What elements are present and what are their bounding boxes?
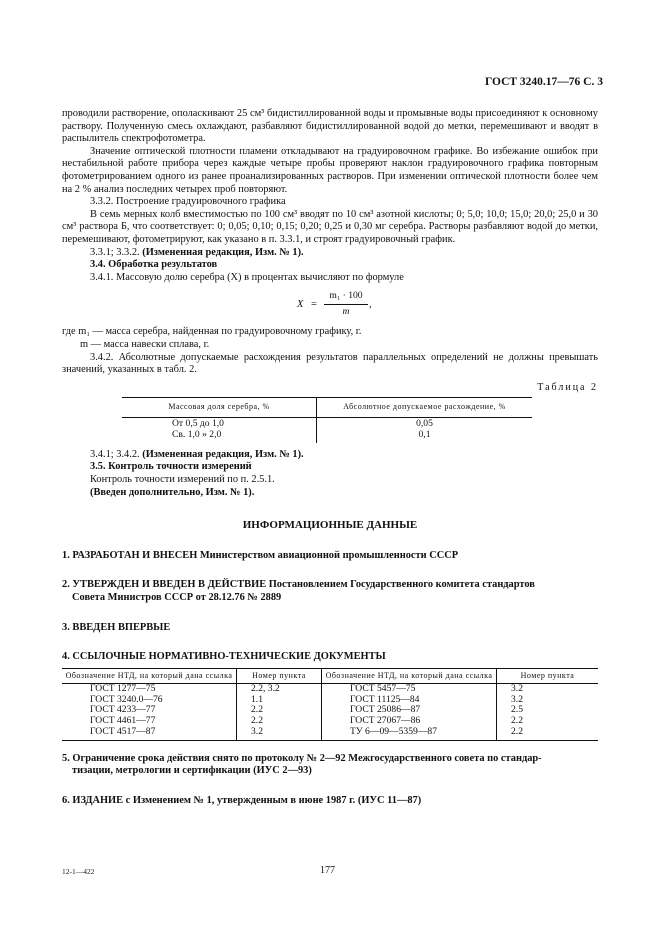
- info-item-5-line-2: тизации, метрологии и сертификации (ИУС 2—93): [72, 765, 312, 777]
- table-cell: ГОСТ 4517—87: [62, 727, 237, 740]
- paragraph-3-4-1: 3.4.1. Массовую долю серебра (X) в процентах вычисляют по формуле: [90, 271, 404, 283]
- table-row: [62, 727, 598, 740]
- table-cell: ГОСТ 1277—75: [90, 682, 156, 694]
- table-cell: 3.2: [497, 695, 599, 706]
- page-header: ГОСТ 3240.17—76 С. 3: [484, 76, 603, 88]
- table-cell: 2.2: [497, 727, 599, 740]
- amendment-note-2-text: (Измененная редакция, Изм. № 1).: [142, 448, 304, 460]
- info-item-4: 4. ССЫЛОЧНЫЕ НОРМАТИВНО-ТЕХНИЧЕСКИЕ ДОКУМЕНТЫ: [62, 651, 386, 663]
- table-cell: 0,1: [317, 429, 533, 443]
- formula-fraction: [324, 290, 368, 318]
- table-cell: От 0,5 до 1,0: [172, 417, 224, 429]
- table-cell: ГОСТ 25086—87: [322, 705, 497, 716]
- table-cell: 2.2: [237, 716, 322, 727]
- section-3-3-2-title: 3.3.2. Построение градуировочного графика: [90, 196, 286, 208]
- table-row: [122, 429, 532, 443]
- section-3-4-title: 3.4. Обработка результатов: [90, 259, 218, 271]
- paragraph-dissolution: проводили растворение, ополаскивают 25 см³ бидистиллированной воды и промывные воды присоединяют к основному раствору. Полученную смесь охлаждают, разбавляют бидистиллированной водой до метки, перемешивают и вводят в распылитель спектрофотометра.: [62, 108, 598, 145]
- table-cell: ГОСТ 27067—86: [322, 716, 497, 727]
- section-3-5-title: 3.5. Контроль точности измерений: [90, 461, 252, 473]
- docs-header-designation-2: Обозначение НТД, на который дана ссылка: [322, 668, 497, 683]
- table-2-header-tolerance: Абсолютное допускаемое расхождение, %: [317, 398, 533, 418]
- where-m: m — масса навески сплава, г.: [80, 338, 210, 350]
- table-cell: ТУ 6—09—5359—87: [322, 727, 497, 740]
- paragraph-3-4-2: 3.4.2. Абсолютные допускаемые расхождения результатов параллельных определений не должны превышать значений, указанных в табл. 2.: [62, 351, 598, 376]
- docs-header-item-1: Номер пункта: [237, 668, 322, 683]
- table-2: [122, 397, 532, 443]
- paragraph-optical-density: Значение оптической плотности пламени откладывают на градуировочном графике. Во избежание ошибок при нестабильной работе прибора через каждые четыре пробы проверяют наклон градуировочного графика повторным фотометрированием одного из ранее проанализированных растворов. При изменении оптической плотности более чем на 2 % анализ последних четырех проб повторяют.: [62, 145, 598, 195]
- table-cell: ГОСТ 5457—75: [322, 683, 497, 694]
- table-cell: 3.2: [497, 683, 599, 694]
- table-cell: 3.2: [237, 727, 322, 740]
- info-item-1: 1. РАЗРАБОТАН И ВНЕСЕН Министерством авиационной промышленности СССР: [62, 549, 459, 561]
- table-row: [62, 683, 598, 694]
- docs-header-item-2: Номер пункта: [497, 668, 599, 683]
- table-cell: 2.5: [497, 705, 599, 716]
- table-cell: ГОСТ 4461—77: [90, 715, 156, 727]
- info-item-2-line-1: 2. УТВЕРЖДЕН И ВВЕДЕН В ДЕЙСТВИЕ Постановлением Государственного комитета стандартов: [62, 579, 535, 591]
- amendment-note-2-ref: 3.4.1; 3.4.2.: [90, 448, 143, 460]
- table-cell: ГОСТ 4233—77: [90, 704, 156, 716]
- introduced-note: (Введен дополнительно, Изм. № 1).: [90, 486, 255, 498]
- table-2-header-fraction: Массовая доля серебра, %: [122, 398, 317, 418]
- paragraph-3-5: Контроль точности измерений по п. 2.5.1.: [90, 474, 275, 486]
- info-item-5-line-1: 5. Ограничение срока действия снято по протоколу № 2—92 Межгосударственного совета по стандар-: [62, 752, 542, 764]
- table-cell: ГОСТ 3240.0—76: [90, 693, 163, 705]
- page-number: 177: [320, 865, 335, 876]
- table-cell: 1.1: [237, 695, 322, 706]
- amendment-note-1-text: (Измененная редакция, Изм. № 1).: [142, 246, 304, 258]
- amendment-note-2: [62, 449, 598, 462]
- info-item-6: 6. ИЗДАНИЕ с Изменением № 1, утвержденным в июне 1987 г. (ИУС 11—87): [62, 794, 422, 806]
- info-item-2-line-2: Совета Министров СССР от 28.12.76 № 2889: [72, 592, 282, 604]
- table-cell: ГОСТ 11125—84: [322, 695, 497, 706]
- formula-equals: =: [311, 299, 317, 311]
- document-body: [62, 108, 598, 825]
- info-item-5: [62, 753, 598, 778]
- table-cell: Св. 1,0 » 2,0: [172, 428, 222, 440]
- table-cell: 2.2: [497, 716, 599, 727]
- reference-documents-body: [62, 683, 598, 740]
- info-item-3: 3. ВВЕДЕН ВПЕРВЫЕ: [62, 621, 171, 633]
- reference-documents-table: [62, 668, 598, 741]
- paragraph-calibration: В семь мерных колб вместимостью по 100 см³ вводят по 10 см³ азотной кислоты; 0; 5,0; 10,0; 15,0; 20,0; 25,0 и 30 см³ раствора Б, что соответствует: 0; 0,05; 0,10; 0,15; 0,20; 0,25 и 0,30 мг серебра. Растворы разбавляют водой до метки, перемешивают, фотометрируют, как указано в п. 3.3.1, и строят градуировочный график.: [62, 208, 598, 245]
- table-cell: 2.2, 3.2: [237, 683, 322, 694]
- formula-lhs: X: [297, 299, 304, 311]
- table-cell: 2.2: [237, 705, 322, 716]
- formula: [62, 290, 598, 320]
- docs-header-designation-1: Обозначение НТД, на который дана ссылка: [62, 668, 237, 683]
- footer-code: 12-1—422: [62, 867, 95, 876]
- table-row: [122, 417, 532, 429]
- where-m1: где m₁ — масса серебра, найденная по градуировочному графику, г.: [62, 326, 362, 338]
- formula-denominator: m: [342, 305, 350, 317]
- formula-comma: ,: [369, 299, 372, 311]
- amendment-note-1: [62, 247, 598, 260]
- table-cell: 0,05: [317, 417, 533, 429]
- info-item-2: [62, 579, 598, 604]
- amendment-note-1-ref: 3.3.1; 3.3.2.: [90, 246, 143, 258]
- info-heading: ИНФОРМАЦИОННЫЕ ДАННЫЕ: [242, 519, 418, 532]
- table-2-title: Таблица 2: [537, 381, 598, 393]
- formula-numerator: m₁ · 100: [324, 290, 368, 305]
